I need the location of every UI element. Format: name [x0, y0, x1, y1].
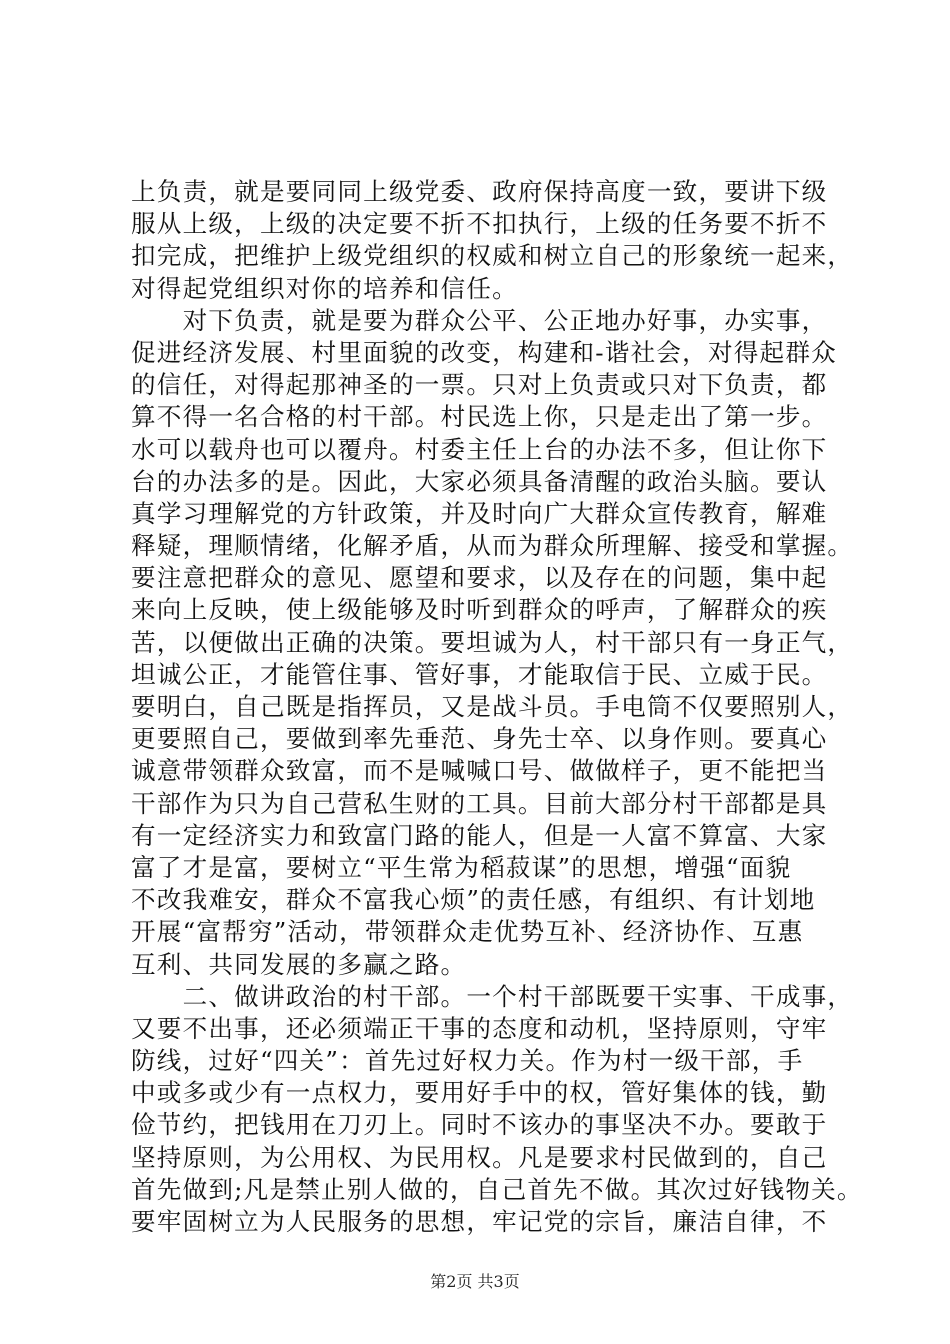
text-line: 要明白，自己既是指挥员，又是战斗员。手电筒不仅要照别人，	[131, 692, 854, 721]
page-footer	[0, 1272, 950, 1292]
text-line: 有一定经济实力和致富门路的能人，但是一人富不算富、大家	[131, 820, 828, 850]
text-line: 俭节约，把钱用在刀刃上。同时不该办的事坚决不办。要敢于	[131, 1110, 828, 1140]
text-line: 释疑，理顺情绪，化解矛盾，从而为群众所理解、接受和掌握。	[131, 531, 854, 561]
text-line: 对下负责，就是要为群众公平、公正地办好事，办实事，	[131, 305, 828, 335]
text-line: 干部作为只为自己营私生财的工具。目前大部分村干部都是具	[131, 788, 828, 818]
text-line: 又要不出事，还必须端正干事的态度和动机，坚持原则，守牢	[131, 1013, 828, 1043]
text-line: 开展“富帮穷”活动，带领群众走优势互补、经济协作、互惠	[131, 917, 804, 947]
text-line: 的信任，对得起那神圣的一票。只对上负责或只对下负责，都	[131, 370, 828, 400]
text-line: 坚持原则，为公用权、为民用权。凡是要求村民做到的，自己	[131, 1142, 828, 1172]
text-line: 苦，以便做出正确的决策。要坦诚为人，村干部只有一身正气，	[131, 627, 854, 657]
text-line: 首先做到;凡是禁止别人做的，自己首先不做。其次过好钱物关。	[131, 1174, 863, 1204]
body-text	[131, 176, 863, 1238]
text-line: 二、做讲政治的村干部。一个村干部既要干实事、干成事，	[131, 981, 854, 1011]
text-line: 不改我难安，群众不富我心烦”的责任感，有组织、有计划地	[131, 885, 816, 915]
text-line: 水可以载舟也可以覆舟。村委主任上台的办法不多，但让你下	[131, 434, 828, 464]
text-line: 算不得一名合格的村干部。村民选上你，只是走出了第一步。	[131, 402, 828, 432]
text-line: 服从上级，上级的决定要不折不扣执行，上级的任务要不折不	[131, 209, 828, 239]
text-line: 真学习理解党的方针政策，并及时向广大群众宣传教育，解难	[131, 498, 828, 528]
text-line: 促进经济发展、村里面貌的改变，构建和-谐社会，对得起群众	[131, 337, 837, 367]
text-line: 要注意把群众的意见、愿望和要求，以及存在的问题，集中起	[131, 563, 828, 593]
text-line: 坦诚公正，才能管住事、管好事，才能取信于民、立威于民。	[131, 659, 828, 689]
text-line: 台的办法多的是。因此，大家必须具备清醒的政治头脑。要认	[131, 466, 828, 496]
text-line: 诚意带领群众致富，而不是喊喊口号、做做样子，更不能把当	[131, 756, 828, 786]
text-line: 来向上反映，使上级能够及时听到群众的呼声，了解群众的疾	[131, 595, 828, 625]
text-line: 扣完成，把维护上级党组织的权威和树立自己的形象统一起来，	[131, 241, 854, 271]
text-line: 富了才是富，要树立“平生常为稻菽谋”的思想，增强“面貌	[131, 852, 792, 882]
page-number: 第2页 共3页	[430, 1272, 520, 1291]
text-line: 要牢固树立为人民服务的思想，牢记党的宗旨，廉洁自律，不	[131, 1207, 828, 1236]
text-line: 对得起党组织对你的培养和信任。	[131, 273, 518, 303]
text-line: 更要照自己，要做到率先垂范、身先士卒、以身作则。要真心	[131, 724, 828, 754]
text-line: 中或多或少有一点权力，要用好手中的权，管好集体的钱，勤	[131, 1078, 828, 1108]
text-line: 互利、共同发展的多赢之路。	[131, 949, 467, 979]
text-line: 防线，过好“四关”：首先过好权力关。作为村一级干部，手	[131, 1046, 804, 1076]
text-line: 上负责，就是要同同上级党委、政府保持高度一致，要讲下级	[131, 177, 828, 206]
